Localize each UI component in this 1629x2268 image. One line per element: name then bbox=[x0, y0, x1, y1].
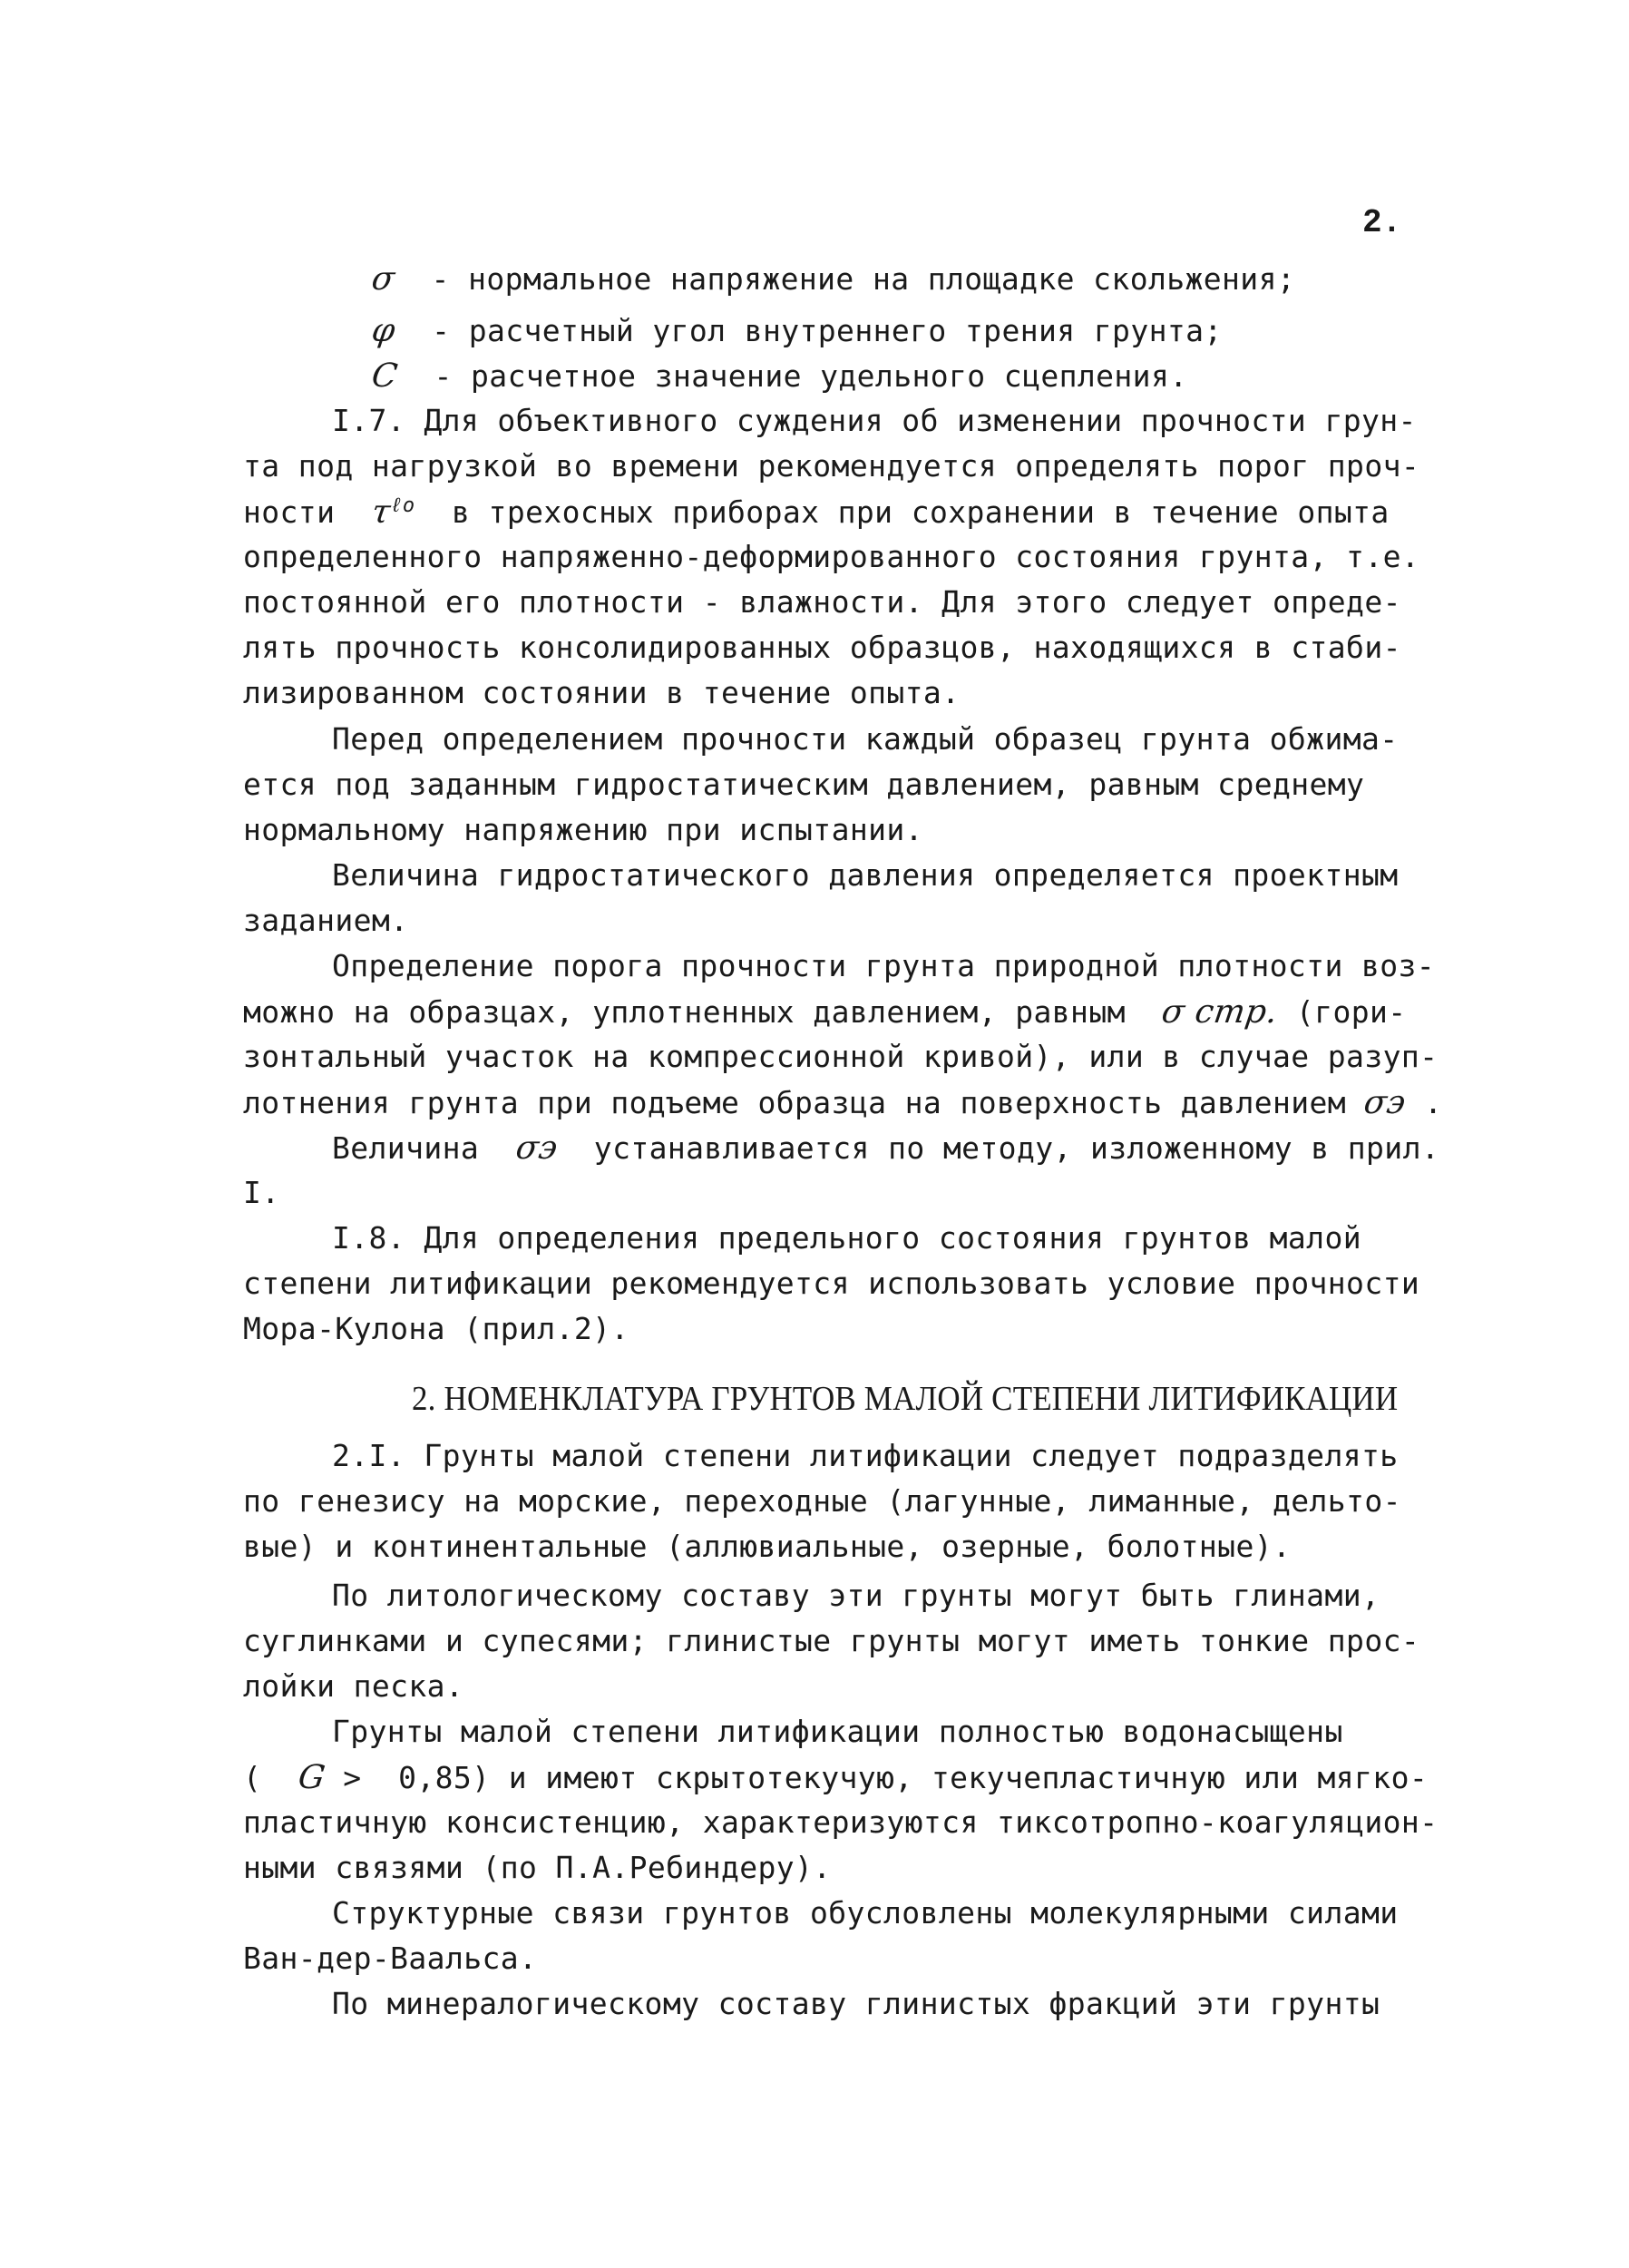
sigma-str-symbol: σ стр. bbox=[1159, 993, 1281, 1031]
paragraph-threshold-line-2-post: (гори- bbox=[1295, 994, 1407, 1030]
paragraph-litho-line-2: суглинками и супесями; глинистые грунты могут иметь тонкие прос- bbox=[243, 1623, 1420, 1658]
section-2-heading: 2. НОМЕНКЛАТУРА ГРУНТОВ МАЛОЙ СТЕПЕНИ ЛИТИФИКАЦИИ bbox=[412, 1380, 1399, 1418]
paragraph-litho-line-1: По литологическому составу эти грунты могут быть глинами, bbox=[332, 1578, 1380, 1613]
c-symbol: C bbox=[369, 357, 400, 395]
paragraph-value-line-1-post: устанавливается по методу, изложенному в прил. bbox=[593, 1130, 1440, 1166]
section-1-7-line-3-post: в трехосных приборах при сохранении в течение опыта bbox=[452, 494, 1390, 530]
sigma-e-symbol: σэ bbox=[512, 1129, 561, 1167]
section-1-7-line-3-pre: ности bbox=[243, 494, 336, 530]
paragraph-threshold-line-3: зонтальный участок на компрессионной кривой), или в случае разуп- bbox=[243, 1039, 1439, 1074]
paragraph-before-line-2: ется под заданным гидростатическим давлением, равным среднему bbox=[243, 767, 1365, 802]
paragraph-value-line-1-pre: Величина bbox=[332, 1130, 480, 1166]
paragraph-magnitude-line-2: заданием. bbox=[243, 903, 409, 938]
paragraph-structural-line-2: Ван-дер-Ваальса. bbox=[243, 1941, 538, 1976]
paragraph-saturated-line-3: пластичную консистенцию, характеризуются тиксотропно-коагуляцион- bbox=[243, 1804, 1439, 1840]
paragraph-structural-line-1: Структурные связи грунтов обусловлены молекулярными силами bbox=[332, 1895, 1399, 1931]
phi-symbol: φ bbox=[369, 312, 398, 349]
paragraph-value-line-1 bbox=[332, 1129, 1440, 1167]
section-1-8-line-3: Мора-Кулона (прил.2). bbox=[243, 1311, 629, 1346]
paragraph-value-line-2: I. bbox=[243, 1175, 280, 1210]
sigma-e-symbol: σэ bbox=[1361, 1084, 1409, 1121]
paragraph-before-line-3: нормальному напряжению при испытании. bbox=[243, 812, 923, 847]
section-2-1-line-2: по генезису на морские, переходные (лагунные, лиманные, дельто- bbox=[243, 1483, 1401, 1519]
section-1-8-line-2: степени литификации рекомендуется использовать условие прочности bbox=[243, 1266, 1420, 1301]
paragraph-before-line-1: Перед определением прочности каждый образец грунта обжима- bbox=[332, 721, 1399, 757]
section-2-1-line-1: 2.I. Грунты малой степени литификации следует подразделять bbox=[332, 1438, 1399, 1473]
definition-phi bbox=[369, 312, 1223, 349]
paragraph-saturated-line-4: ными связями (по П.А.Ребиндеру). bbox=[243, 1850, 832, 1885]
greater-than-sign: > bbox=[343, 1760, 362, 1795]
paragraph-saturated-open-paren: ( bbox=[243, 1760, 262, 1795]
page-number: 2. bbox=[1362, 204, 1402, 241]
paragraph-threshold-line-1: Определение порога прочности грунта природной плотности воз- bbox=[332, 948, 1436, 983]
section-2-1-line-3: вые) и континентальные (аллювиальные, озерные, болотные). bbox=[243, 1529, 1292, 1564]
paragraph-threshold-line-2-pre: можно на образцах, уплотненных давлением, равным bbox=[243, 994, 1126, 1030]
section-1-7-line-7: лизированном состоянии в течение опыта. bbox=[243, 675, 961, 710]
paragraph-litho-line-3: лойки песка. bbox=[243, 1668, 464, 1704]
section-1-7-line-3 bbox=[243, 496, 1390, 529]
definition-sigma bbox=[369, 260, 1296, 298]
tau-symbol: τ bbox=[369, 494, 394, 531]
section-1-7-line-1: I.7. Для объективного суждения об изменении прочности грун- bbox=[332, 403, 1417, 438]
paragraph-saturated-line-1: Грунты малой степени литификации полностью водонасыщены bbox=[332, 1714, 1343, 1749]
paragraph-threshold-line-4-pre: лотнения грунта при подъеме образца на поверхность давлением bbox=[243, 1085, 1347, 1120]
tau-superscript: ℓо bbox=[390, 494, 415, 517]
sigma-symbol: σ bbox=[369, 260, 397, 298]
definition-phi-text: - расчетный угол внутреннего трения грунта; bbox=[432, 313, 1223, 348]
paragraph-threshold-line-2 bbox=[243, 993, 1407, 1031]
section-1-7-line-6: лять прочность консолидированных образцов, находящихся в стаби- bbox=[243, 630, 1401, 665]
definition-c bbox=[369, 357, 1188, 395]
paragraph-saturated-line-2-post: 0,85) и имеют скрытотекучую, текучепластичную или мягко- bbox=[398, 1760, 1429, 1795]
paragraph-mineral-line-1: По минералогическому составу глинистых фракций эти грунты bbox=[332, 1986, 1380, 2021]
g-symbol: G bbox=[296, 1759, 327, 1796]
paragraph-threshold-line-4-post: . bbox=[1424, 1085, 1443, 1120]
definition-sigma-text: - нормальное напряжение на площадке скольжения; bbox=[431, 261, 1296, 297]
section-1-7-line-5: постоянной его плотности - влажности. Для этого следует опреде- bbox=[243, 584, 1401, 620]
paragraph-magnitude-line-1: Величина гидростатического давления определяется проектным bbox=[332, 857, 1399, 893]
paragraph-threshold-line-4 bbox=[243, 1084, 1443, 1121]
section-1-7-line-4: определенного напряженно-деформированного состояния грунта, т.е. bbox=[243, 539, 1420, 574]
section-1-7-line-2: та под нагрузкой во времени рекомендуется определять порог проч- bbox=[243, 448, 1420, 484]
section-1-8-line-1: I.8. Для определения предельного состояния грунтов малой bbox=[332, 1220, 1361, 1256]
definition-c-text: - расчетное значение удельного сцепления. bbox=[434, 358, 1188, 394]
paragraph-saturated-line-2 bbox=[243, 1759, 1429, 1796]
